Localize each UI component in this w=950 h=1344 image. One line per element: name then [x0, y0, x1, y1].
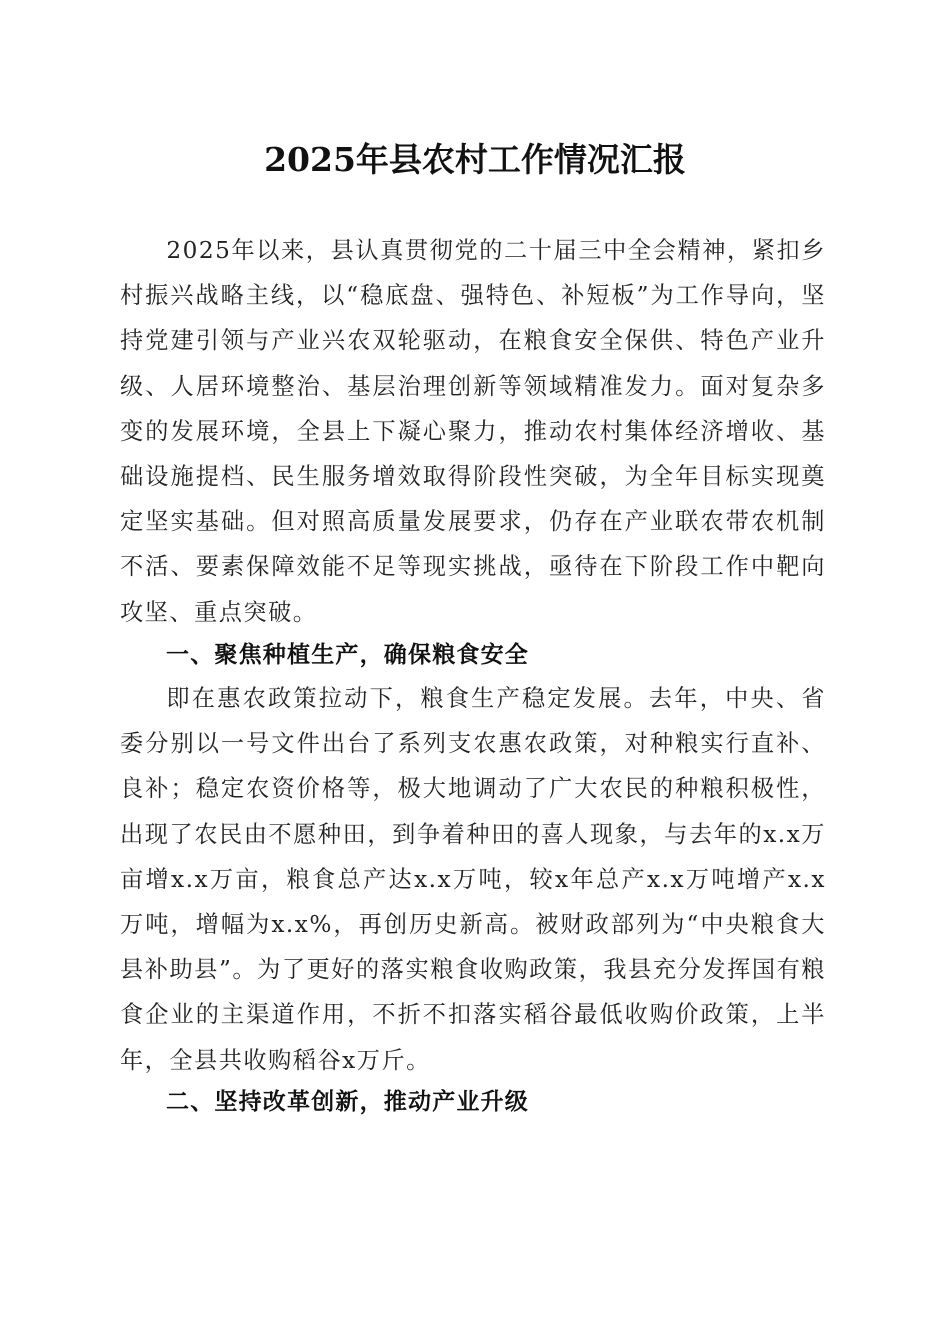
document-title: 2025年县农村工作情况汇报: [264, 140, 686, 179]
section-heading-2: 二、坚持改革创新，推动产业升级: [166, 1089, 529, 1115]
intro-paragraph: 2025年以来，县认真贯彻党的二十届三中全会精神，紧扣乡村振兴战略主线，以“稳底盘、强特色、补短板”为工作导向，坚持党建引领与产业兴农双轮驱动，在粮食安全保供、特色产业升级、人居环境整治、基层治理创新等领域精准发力。面对复杂多变的发展环境，全县上下凝心聚力，推动农村集体经济增收、基础设施提档、民生服务增效取得阶段性突破，为全年目标实现奠定坚实基础。但对照高质量发展要求，仍存在产业联农带农机制不活、要素保障效能不足等现实挑战，亟待在下阶段工作中靶向攻坚、重点突破。: [120, 237, 826, 626]
section-1-paragraph: 即在惠农政策拉动下，粮食生产稳定发展。去年，中央、省委分别以一号文件出台了系列支农惠农政策，对种粮实行直补、良补；稳定农资价格等，极大地调动了广大农民的种粮积极性，出现了农民由不愿种田，到争着种田的喜人现象，与去年的x.x万亩增x.x万亩，粮食总产达x.x万吨，较x年总产x.x万吨增产x.x万吨，增幅为x.x%，再创历史新高。被财政部列为“中央粮食大县补助县”。为了更好的落实粮食收购政策，我县充分发挥国有粮食企业的主渠道作用，不折不扣落实稻谷最低收购价政策，上半年，全县共收购稻谷x万斤。: [120, 685, 826, 1074]
section-heading-1: 一、聚焦种植生产，确保粮食安全: [166, 642, 529, 668]
